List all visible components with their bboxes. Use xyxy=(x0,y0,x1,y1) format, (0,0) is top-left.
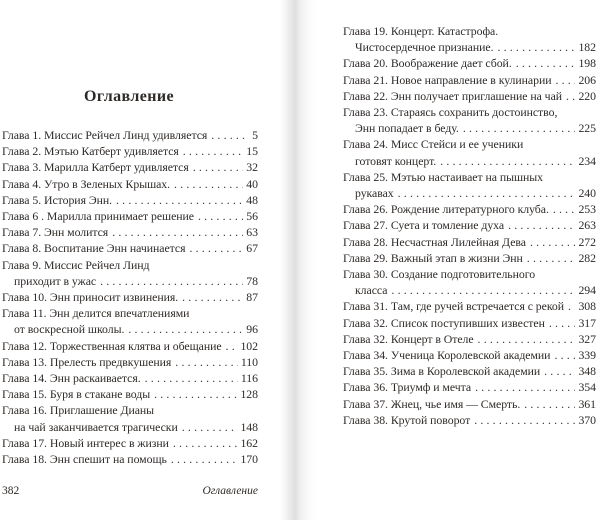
toc-entry xyxy=(343,201,596,217)
dot-leader xyxy=(555,72,575,88)
toc-entry-first-line: Глава 24. Мисс Стейси и ее ученики xyxy=(343,137,524,152)
toc-entry-label: Глава 5. История Энн. xyxy=(2,192,113,207)
toc-entry-row xyxy=(343,363,596,379)
page-number: 327 xyxy=(578,331,596,346)
toc-entry xyxy=(343,298,596,314)
page-number: 32 xyxy=(246,160,258,175)
dot-leader xyxy=(544,363,575,379)
toc-entry-row xyxy=(343,217,596,233)
toc-entry-label: Глава 32. Список поступивших известен xyxy=(343,315,545,330)
dot-leader xyxy=(112,224,243,240)
toc-entry-label: Глава 28. Несчастная Лилейная Дева xyxy=(343,234,526,249)
toc-entry xyxy=(343,412,596,428)
toc-entry xyxy=(2,402,258,434)
toc-entry-row xyxy=(2,127,258,143)
toc-entry-label: Глава 22. Энн получает приглашение на чай xyxy=(343,88,563,103)
toc-entry-row xyxy=(2,289,258,305)
toc-entry xyxy=(2,338,258,354)
toc-entry-first-line: Глава 19. Концерт. Катастрофа. xyxy=(343,24,499,38)
toc-entry-label: Глава 21. Новое направление в кулинарии xyxy=(343,72,552,87)
page-number: 110 xyxy=(240,354,258,369)
toc-entry-label: Глава 36. Триумф и мечта xyxy=(343,380,472,395)
toc-entry xyxy=(343,315,596,331)
toc-entry xyxy=(2,386,258,402)
toc-entry-row xyxy=(343,379,596,395)
dot-leader xyxy=(391,282,575,298)
toc-entry xyxy=(343,217,596,233)
dot-leader xyxy=(566,88,575,104)
toc-entry-row xyxy=(343,55,596,71)
toc-entry-label: Глава 13. Прелесть предвкушения xyxy=(2,354,172,369)
toc-entry-row xyxy=(343,347,596,363)
page-number: 308 xyxy=(578,299,596,314)
dot-leader xyxy=(475,379,575,395)
page-number: 116 xyxy=(240,371,258,386)
page-number: 294 xyxy=(578,283,596,298)
toc-entry xyxy=(2,224,258,240)
toc-entry-row xyxy=(343,298,596,314)
page-number: 40 xyxy=(246,176,258,191)
toc-entry xyxy=(2,208,258,224)
toc-entry xyxy=(343,23,596,55)
page-footer xyxy=(2,485,258,497)
dot-leader xyxy=(175,354,238,370)
dot-leader xyxy=(173,435,238,451)
toc-entry-first-line: Глава 30. Создание подготовительного xyxy=(343,267,536,282)
page-number: 282 xyxy=(578,250,596,265)
toc-entry-first-line: Глава 23. Стараясь сохранить достоинство, xyxy=(343,105,558,120)
toc-entry xyxy=(343,136,596,168)
toc-entry-row xyxy=(2,386,258,402)
toc-entry-label: Глава 17. Новый интерес в жизни xyxy=(2,435,169,450)
toc-entry-row xyxy=(2,192,258,208)
toc-entry-row xyxy=(2,435,258,451)
page-number: 354 xyxy=(578,380,596,395)
dot-leader xyxy=(508,217,575,233)
toc-entry-row xyxy=(343,396,596,412)
toc-title: Оглавление xyxy=(84,88,174,105)
toc-entry-row xyxy=(2,419,258,435)
toc-entry-row xyxy=(2,451,258,467)
toc-entry xyxy=(343,363,596,379)
page-number: 15 xyxy=(246,144,258,159)
dot-leader xyxy=(171,451,238,467)
page-number: 182 xyxy=(578,40,596,55)
toc-entry-label: Глава 29. Важный этап в жизни Энн xyxy=(343,250,523,265)
toc-entry-row xyxy=(2,354,258,370)
dot-leader xyxy=(474,412,575,428)
dot-leader xyxy=(193,159,244,175)
toc-entry-row xyxy=(343,412,596,428)
toc-entry-row xyxy=(2,143,258,159)
dot-leader xyxy=(211,127,249,143)
dot-leader xyxy=(463,120,576,136)
page-number: 63 xyxy=(246,225,258,240)
toc-entry xyxy=(343,347,596,363)
toc-entry xyxy=(343,396,596,412)
page-number: 206 xyxy=(578,72,596,87)
toc-entry-row xyxy=(2,273,258,289)
page-number: 198 xyxy=(578,56,596,71)
dot-leader xyxy=(226,338,238,354)
toc-entry-first-line: Глава 11. Энн делится впечатлениями xyxy=(2,306,190,321)
toc-entry-row xyxy=(343,282,596,298)
toc-entry xyxy=(2,451,258,467)
toc-entry xyxy=(2,176,258,192)
page-number: 348 xyxy=(578,364,596,379)
dot-leader xyxy=(154,386,237,402)
dot-leader xyxy=(554,347,575,363)
page-number: 148 xyxy=(240,419,258,434)
page-number: 170 xyxy=(240,452,258,467)
gutter-shadow xyxy=(280,0,318,520)
toc-entry-label: Глава 7. Энн молится xyxy=(2,225,109,240)
page-number: 5 xyxy=(252,128,258,142)
dot-leader xyxy=(116,192,243,208)
toc-entry-row xyxy=(343,185,596,201)
page-number: 162 xyxy=(240,435,258,450)
toc-entry xyxy=(2,240,258,256)
dot-leader xyxy=(182,419,238,435)
toc-entry-label: готовят концерт. xyxy=(355,153,437,168)
page-number: 56 xyxy=(246,209,258,224)
toc-entry xyxy=(2,435,258,451)
page-number: 240 xyxy=(578,186,596,201)
toc-entry-label: Глава 15. Буря в стакане воды xyxy=(2,387,151,402)
toc-entry xyxy=(343,234,596,250)
dot-leader xyxy=(128,321,243,337)
toc-entry-first-line: Глава 25. Мэтью настаивает на пышных xyxy=(343,169,543,184)
toc-entry-label: рукавах xyxy=(355,186,394,201)
toc-entry xyxy=(2,257,258,289)
toc-entry-label: от воскресной школы. xyxy=(14,322,125,337)
toc-entry xyxy=(2,370,258,386)
toc-entry-row xyxy=(2,321,258,337)
dot-leader xyxy=(398,185,576,201)
dot-leader xyxy=(497,39,575,55)
dot-leader xyxy=(478,331,576,347)
page-number: 317 xyxy=(578,315,596,330)
toc-entry xyxy=(343,72,596,88)
toc-entry xyxy=(343,250,596,266)
toc-entry-row xyxy=(343,315,596,331)
dot-leader xyxy=(549,315,576,331)
toc-entry xyxy=(343,55,596,71)
toc-entry xyxy=(343,266,596,298)
dot-leader xyxy=(553,201,576,217)
dot-leader xyxy=(524,396,575,412)
toc-entry xyxy=(2,192,258,208)
dot-leader xyxy=(568,298,575,314)
toc-entry-row xyxy=(343,72,596,88)
page-number: 225 xyxy=(578,121,596,136)
toc-entry xyxy=(343,379,596,395)
toc-entry-label: Глава 35. Зима в Королевской академии xyxy=(343,364,541,379)
toc-entry xyxy=(2,289,258,305)
toc-entry xyxy=(343,331,596,347)
toc-entry-label: Глава 26. Рождение литературного клуба. xyxy=(343,202,549,217)
toc-entry-row xyxy=(2,370,258,386)
page-number: 67 xyxy=(246,241,258,256)
dot-leader xyxy=(100,273,243,289)
toc-entry-label: Глава 4. Утро в Зеленых Крышах. xyxy=(2,176,171,191)
toc-entry-label: Глава 10. Энн приносит извинения. xyxy=(2,290,179,305)
page-number: 263 xyxy=(578,218,596,233)
toc-entry-label: класса xyxy=(355,283,388,298)
dot-leader xyxy=(527,250,576,266)
toc-entry xyxy=(343,88,596,104)
dot-leader xyxy=(183,143,244,159)
toc-entry-label: Энн попадает в беду. xyxy=(355,121,459,136)
toc-entry-label: Глава 31. Там, где ручей встречается с рекой xyxy=(343,299,565,314)
folio-number: 382 xyxy=(2,485,20,497)
page-number: 234 xyxy=(578,153,596,168)
toc-entry-label: Глава 8. Воспитание Энн начинается xyxy=(2,241,186,256)
toc-entry-label: Глава 1. Миссис Рейчел Линд удивляется xyxy=(2,128,208,142)
toc-entry-label: Глава 20. Воображение дает сбой. xyxy=(343,56,512,71)
toc-entry-label: Чистосердечное признание. xyxy=(355,40,494,55)
dot-leader xyxy=(182,289,243,305)
page-number: 220 xyxy=(578,88,596,103)
toc-entry xyxy=(2,305,258,337)
toc-entry-first-line: Глава 16. Приглашение Дианы xyxy=(2,403,155,418)
dot-leader xyxy=(189,240,243,256)
toc-entry-label: Глава 12. Торжественная клятва и обещание xyxy=(2,338,222,353)
dot-leader xyxy=(198,208,243,224)
toc-entry-label: Глава 18. Энн спешит на помощь xyxy=(2,452,167,467)
page-number: 102 xyxy=(240,338,258,353)
toc-entry-label: Глава 14. Энн раскаивается. xyxy=(2,371,141,386)
toc-entry-row xyxy=(343,120,596,136)
toc-entry-row xyxy=(2,338,258,354)
dot-leader xyxy=(516,55,576,71)
toc-entry-row xyxy=(2,240,258,256)
toc-entry-row xyxy=(343,39,596,55)
dot-leader xyxy=(530,234,576,250)
toc-entry-label: на чай заканчивается трагически xyxy=(14,419,178,434)
toc-entry-first-line: Глава 9. Миссис Рейчел Линд xyxy=(2,257,150,272)
toc-entry-label: Глава 27. Суета и томление духа xyxy=(343,218,505,233)
page-number: 339 xyxy=(578,348,596,363)
page-number: 370 xyxy=(578,412,596,427)
toc-entry-label: приходит в ужас xyxy=(14,273,97,288)
toc-entry-row xyxy=(343,201,596,217)
toc-entry-row xyxy=(343,88,596,104)
toc-entry xyxy=(2,143,258,159)
page-number: 272 xyxy=(578,234,596,249)
toc-column-right xyxy=(343,23,596,428)
toc-column-left xyxy=(2,127,258,467)
dot-leader xyxy=(440,153,575,169)
toc-entry-row xyxy=(343,234,596,250)
toc-entry-row xyxy=(2,159,258,175)
dot-leader xyxy=(145,370,238,386)
toc-entry-row xyxy=(343,331,596,347)
toc-entry xyxy=(343,104,596,136)
toc-entry-row xyxy=(343,153,596,169)
toc-entry-label: Глава 3. Марилла Катберт удивляется xyxy=(2,160,189,175)
page-number: 78 xyxy=(246,273,258,288)
page-number: 87 xyxy=(246,290,258,305)
running-title: Оглавление xyxy=(202,485,258,497)
toc-entry-row xyxy=(2,224,258,240)
toc-entry xyxy=(343,169,596,201)
page-number: 128 xyxy=(240,387,258,402)
toc-entry-label: Глава 2. Мэтью Катберт удивляется xyxy=(2,144,179,159)
page-number: 253 xyxy=(578,202,596,217)
page-number: 48 xyxy=(246,192,258,207)
dot-leader xyxy=(174,176,243,192)
toc-entry-row xyxy=(2,208,258,224)
toc-entry-label: Глава 38. Крутой поворот xyxy=(343,412,471,427)
page-number: 361 xyxy=(578,396,596,411)
page-number: 96 xyxy=(246,322,258,337)
toc-entry-label: Глава 34. Ученица Королевской академии xyxy=(343,348,551,363)
toc-entry xyxy=(2,354,258,370)
toc-entry xyxy=(2,159,258,175)
toc-entry-row xyxy=(343,250,596,266)
toc-entry xyxy=(2,127,258,143)
toc-entry-label: Глава 37. Жнец, чье имя — Смерть. xyxy=(343,396,521,411)
toc-entry-label: Глава 32. Концерт в Отеле xyxy=(343,331,474,346)
toc-entry-label: Глава 6 . Марилла принимает решение xyxy=(2,209,194,224)
toc-entry-row xyxy=(2,176,258,192)
